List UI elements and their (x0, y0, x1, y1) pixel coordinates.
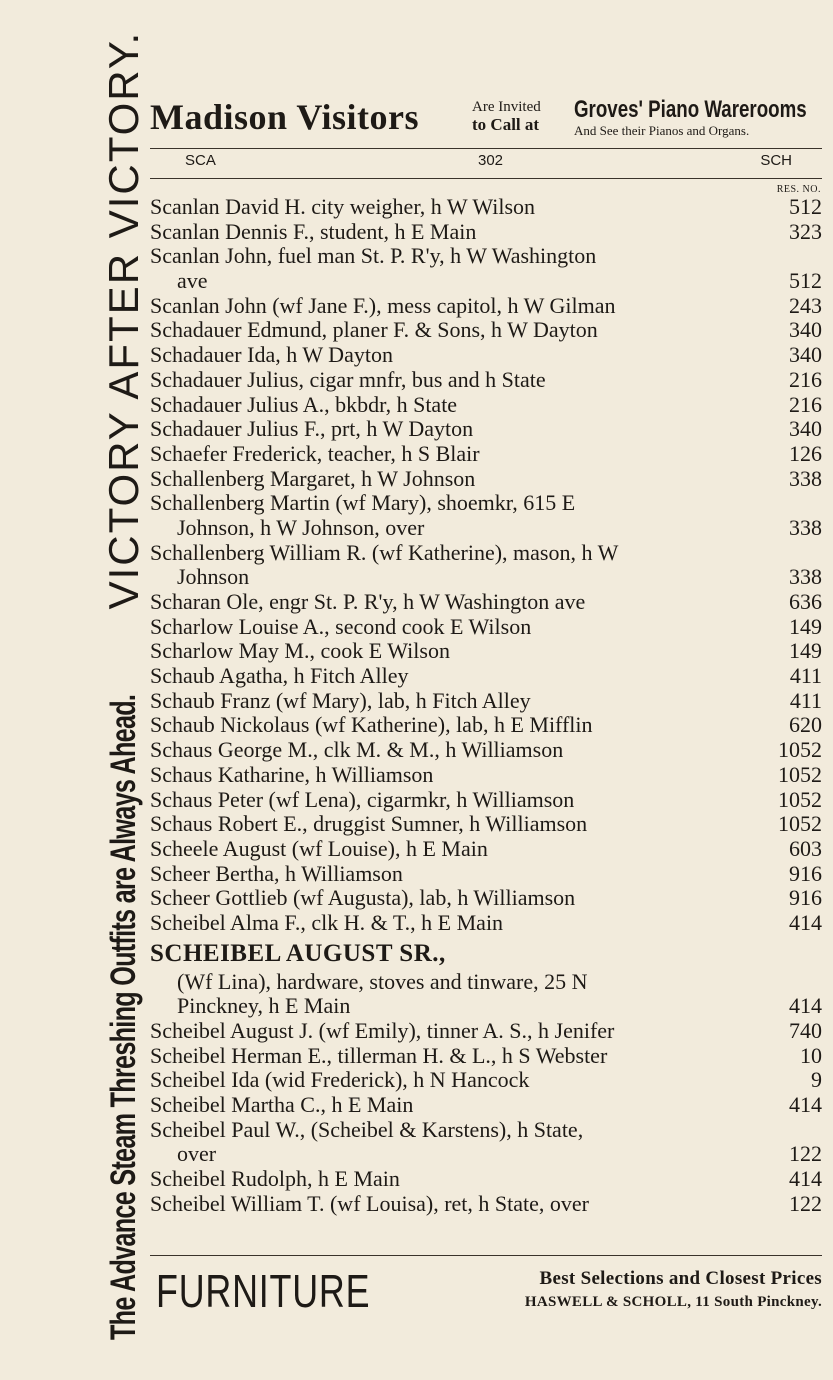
residence-number: 338 (789, 465, 822, 491)
running-head-left: SCA (185, 152, 216, 169)
entry-text: Scheibel Ida (wid Frederick), h N Hancock (150, 1067, 530, 1093)
residence-number: 411 (789, 687, 822, 713)
directory-entry (150, 1118, 822, 1143)
directory-entry (150, 1068, 822, 1093)
directory-entry (150, 911, 822, 936)
featured-entry (150, 936, 822, 970)
residence-number: 243 (789, 292, 822, 318)
directory-entry (150, 1167, 822, 1192)
footer-rule (150, 1255, 822, 1256)
directory-entry (150, 417, 822, 442)
entry-text: Scheibel Herman E., tillerman H. & L., h S Webster (150, 1042, 608, 1068)
entry-text: Scharlow Louise A., second cook E Wilson (150, 613, 532, 639)
header-invited-line1: Are Invited (472, 99, 541, 115)
residence-number: 414 (789, 1092, 822, 1118)
footer-line1: Best Selections and Closest Prices (539, 1268, 822, 1289)
residence-number: 414 (789, 993, 822, 1019)
directory-entry (150, 788, 822, 813)
running-head-right: SCH (760, 152, 792, 169)
directory-entry (150, 220, 822, 245)
entry-text: Scanlan Dennis F., student, h E Main (150, 218, 477, 244)
directory-entry (150, 713, 822, 738)
entry-text: Scanlan David H. city weigher, h W Wilson (150, 194, 535, 219)
directory-entry (150, 615, 822, 640)
directory-entry (150, 1044, 822, 1069)
directory-entry (150, 541, 822, 566)
entry-text: Scheibel William T. (wf Louisa), ret, h State, over (150, 1190, 590, 1216)
directory-entries (150, 195, 822, 1217)
residence-number: 122 (789, 1141, 822, 1167)
directory-entry (150, 738, 822, 763)
entry-continuation (150, 269, 822, 294)
side-ad-victory: VICTORY AFTER VICTORY. (100, 30, 147, 610)
directory-entry (150, 812, 822, 837)
entry-text: Schadauer Ida, h W Dayton (150, 342, 393, 368)
entry-text: Schallenberg Martin (wf Mary), shoemkr, 615 E (150, 490, 576, 516)
page-number: 302 (478, 152, 504, 169)
entry-text: SCHEIBEL AUGUST SR., (150, 939, 446, 967)
header-title: Madison Visitors (150, 97, 420, 137)
directory-entry (150, 467, 822, 492)
entry-text: Schaus Robert E., druggist Sumner, h Williamson (150, 811, 588, 837)
entry-text: ave (177, 268, 208, 294)
entry-text: Scheibel Alma F., clk H. & T., h E Main (150, 909, 504, 935)
directory-entry (150, 491, 822, 516)
residence-number: 149 (789, 638, 822, 664)
residence-number: 512 (789, 268, 822, 294)
entry-continuation (150, 970, 822, 995)
residence-number: 216 (789, 366, 822, 392)
residence-number: 149 (789, 613, 822, 639)
entry-text: Schaub Nickolaus (wf Katherine), lab, h E Mifflin (150, 712, 593, 738)
residence-number: 338 (789, 564, 822, 590)
residence-number: 414 (789, 1166, 822, 1192)
entry-text: Schaub Franz (wf Mary), lab, h Fitch Alley (150, 687, 531, 713)
entry-text: Schadauer Julius F., prt, h W Dayton (150, 416, 474, 442)
res-no-label: RES. NO. (776, 184, 821, 195)
entry-text: Scharan Ole, engr St. P. R'y, h W Washington ave (150, 589, 586, 614)
entry-continuation (150, 516, 822, 541)
residence-number: 636 (789, 589, 822, 614)
header-advertisement (150, 96, 822, 142)
residence-number: 916 (789, 860, 822, 886)
footer-furniture-word: FURNITURE (156, 1265, 371, 1317)
residence-number: 340 (789, 416, 822, 442)
residence-number: 620 (789, 712, 822, 738)
directory-entry (150, 590, 822, 615)
footer-advertisement (150, 1262, 822, 1322)
entry-text: Pinckney, h E Main (177, 993, 351, 1019)
entry-text: Johnson (177, 564, 250, 590)
entry-text: Johnson, h W Johnson, over (177, 514, 425, 540)
directory-entry (150, 244, 822, 269)
residence-number: 916 (789, 885, 822, 911)
entry-text: over (177, 1141, 217, 1167)
header-invited-line2: to Call at (472, 115, 540, 134)
directory-entry (150, 195, 822, 220)
residence-number: 216 (789, 391, 822, 417)
directory-entry (150, 862, 822, 887)
entry-text: Schallenberg William R. (wf Katherine), mason, h W (150, 539, 619, 565)
residence-number: 411 (789, 663, 822, 689)
entry-text: Schaus Katharine, h Williamson (150, 761, 434, 787)
entry-text: Schaus George M., clk M. & M., h Williamson (150, 737, 564, 763)
directory-entry (150, 368, 822, 393)
entry-text: Schadauer Edmund, planer F. & Sons, h W Dayton (150, 317, 598, 343)
header-groves-subtitle: And See their Pianos and Organs. (574, 123, 750, 138)
residence-number: 603 (789, 835, 822, 861)
directory-entry (150, 343, 822, 368)
entry-text: Schadauer Julius, cigar mnfr, bus and h State (150, 366, 546, 392)
entry-text: Scheibel August J. (wf Emily), tinner A. S., h Jenifer (150, 1018, 615, 1043)
header-groves: Groves' Piano Warerooms (574, 96, 807, 123)
entry-continuation (150, 1142, 822, 1167)
directory-entry (150, 689, 822, 714)
residence-number: 10 (800, 1042, 822, 1068)
entry-text: Scheer Gottlieb (wf Augusta), lab, h Williamson (150, 885, 576, 911)
entry-text: Schaus Peter (wf Lena), cigarmkr, h Williamson (150, 786, 575, 812)
entry-continuation (150, 994, 822, 1019)
footer-line2: HASWELL & SCHOLL, 11 South Pinckney. (524, 1294, 822, 1310)
residence-number: 1052 (778, 811, 822, 837)
directory-entry (150, 294, 822, 319)
entry-text: Scanlan John (wf Jane F.), mess capitol, h W Gilman (150, 292, 616, 318)
directory-entry (150, 664, 822, 689)
running-head-rule (150, 178, 822, 179)
header-rule (150, 148, 822, 149)
directory-entry (150, 639, 822, 664)
entry-text: Scanlan John, fuel man St. P. R'y, h W Washington (150, 243, 597, 269)
entry-text: Scheibel Rudolph, h E Main (150, 1166, 400, 1192)
entry-text: Schallenberg Margaret, h W Johnson (150, 465, 476, 491)
residence-number: 1052 (778, 737, 822, 763)
directory-entry (150, 1093, 822, 1118)
directory-entry (150, 763, 822, 788)
entry-text: Scheele August (wf Louise), h E Main (150, 835, 488, 861)
residence-number: 340 (789, 317, 822, 343)
entry-text: Schadauer Julius A., bkbdr, h State (150, 391, 458, 417)
running-head (150, 152, 822, 174)
residence-number: 126 (789, 440, 822, 466)
side-ad-threshing: The Advance Steam Threshing Outfits are Always Ahead. (104, 694, 143, 1340)
side-advertisement (0, 30, 150, 1360)
directory-entry (150, 837, 822, 862)
residence-number: 9 (811, 1067, 822, 1093)
directory-entry (150, 318, 822, 343)
entry-text: (Wf Lina), hardware, stoves and tinware, 25 N (177, 968, 588, 994)
side-advertisement-text (100, 31, 148, 1340)
residence-number: 323 (789, 218, 822, 244)
residence-number: 512 (789, 194, 822, 219)
residence-number: 122 (789, 1190, 822, 1216)
residence-number: 1052 (778, 761, 822, 787)
residence-number: 414 (789, 909, 822, 935)
directory-entry (150, 1019, 822, 1044)
entry-text: Schaub Agatha, h Fitch Alley (150, 663, 409, 689)
entry-text: Scheer Bertha, h Williamson (150, 860, 403, 886)
directory-entry (150, 1192, 822, 1217)
entry-text: Scheibel Paul W., (Scheibel & Karstens), h State, (150, 1116, 584, 1142)
entry-text: Scharlow May M., cook E Wilson (150, 638, 450, 664)
entry-text: Scheibel Martha C., h E Main (150, 1092, 414, 1118)
directory-entry (150, 442, 822, 467)
entry-continuation (150, 565, 822, 590)
residence-number: 1052 (778, 786, 822, 812)
residence-number: 340 (789, 342, 822, 368)
residence-number: 740 (789, 1018, 822, 1043)
residence-number: 338 (789, 514, 822, 540)
directory-entry (150, 393, 822, 418)
directory-entry (150, 886, 822, 911)
entry-text: Schaefer Frederick, teacher, h S Blair (150, 440, 480, 466)
